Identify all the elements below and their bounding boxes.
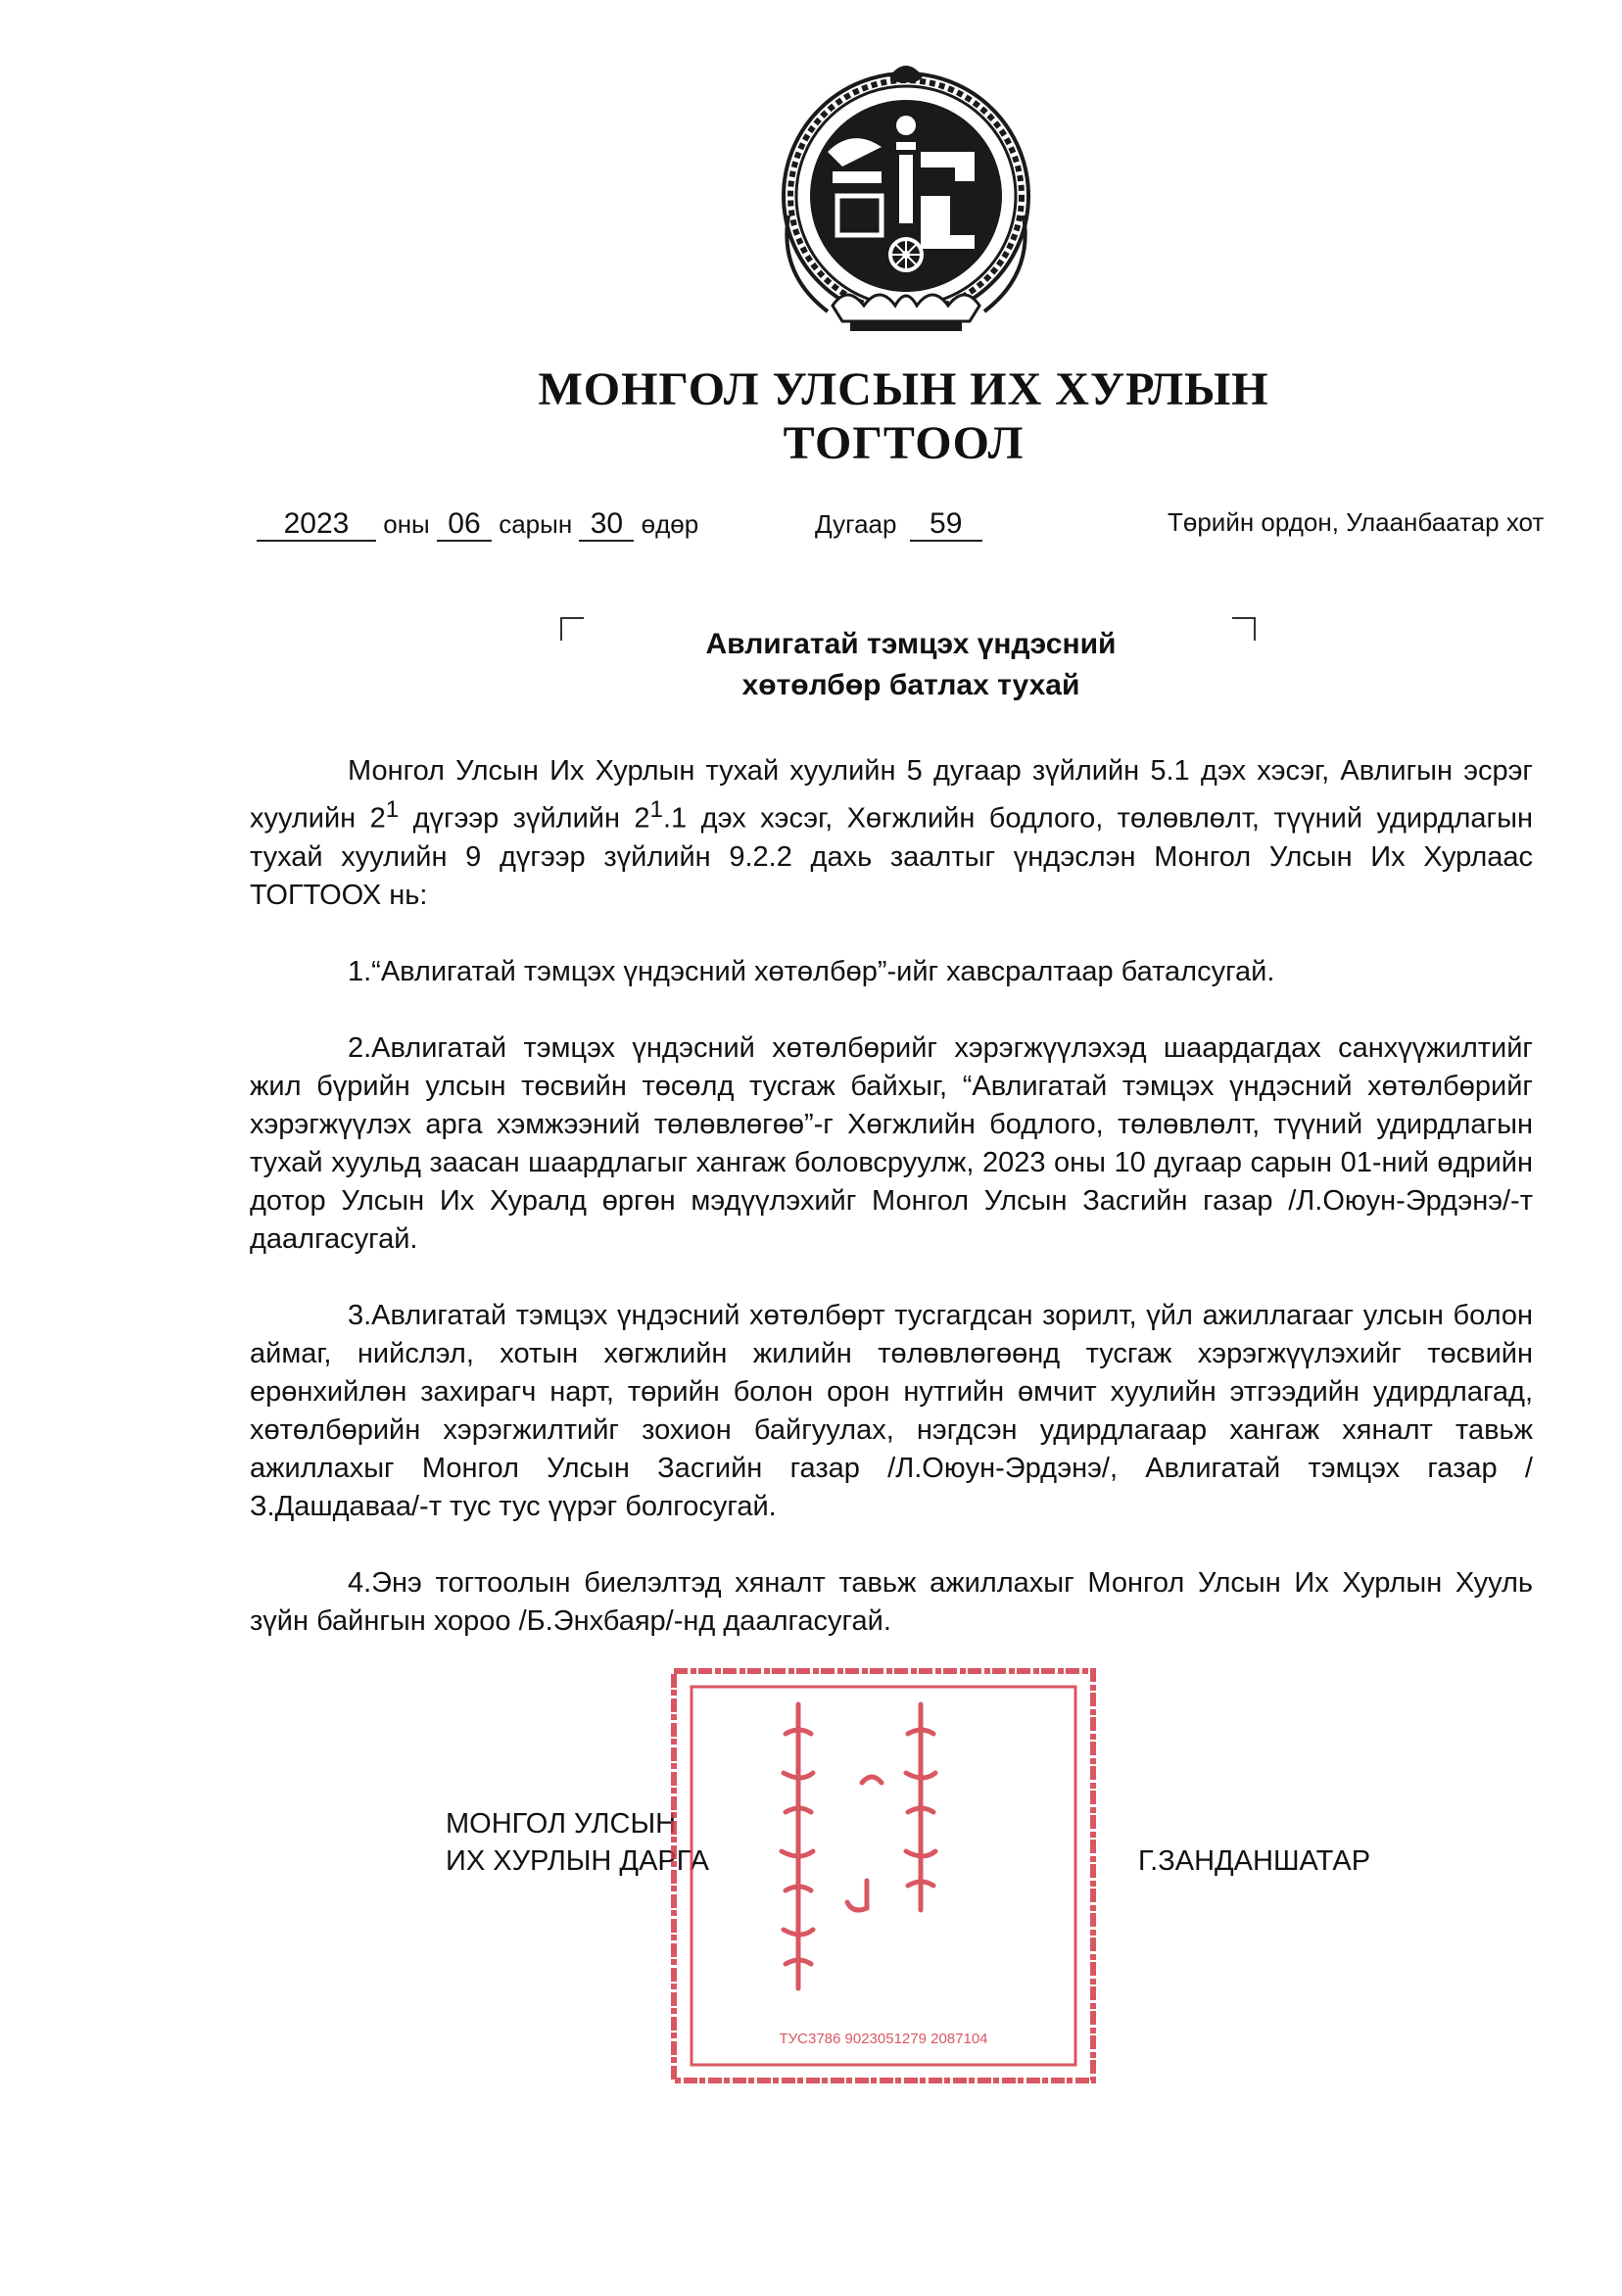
position-line1: МОНГОЛ УЛСЫН	[446, 1808, 677, 1840]
resolution-title-line2: ТОГТООЛ	[783, 417, 1025, 469]
stamp-serial: ТУС3786 9023051279 2087104	[779, 2031, 988, 2047]
resolution-number	[815, 507, 982, 542]
number-label: Дугаар	[815, 509, 897, 539]
preamble-text-b: дүгээр зүйлийн 2	[399, 802, 650, 835]
position-line2: ИХ ХУРЛЫН ДАРГА	[446, 1845, 709, 1877]
official-seal-stamp	[666, 1665, 1102, 2086]
preamble-text-a: Монгол Улсын Их Хурлын тухай хуулийн 5 дугаар зүйлийн 5.1 дэх хэсэг, Авлигын эсрэг хуулийн 2	[250, 755, 1533, 835]
subject-line1: Авлигатай тэмцэх үндэсний	[705, 628, 1117, 660]
clause-3: 3.Авлигатай тэмцэх үндэсний хөтөлбөрт тусгагдсан зорилт, үйл ажиллагааг улсын болон аймаг, нийслэл, хотын хөгжлийн жилийн төлөвлөгөөнд тусгаж хэрэгжүүлэхийг төсвийн ерөнхийлөн захирагч нарт, төрийн болон орон нутгийн өмчит хуулийн этгээдийн удирдлагад, хөтөлбөрийн хэрэгжилтийг зохион байгуулах, нэгдсэн удирдлагаар хангаж хяналт тавьж ажиллахыг Монгол Улсын Засгийн газар /Л.Оюун-Эрдэнэ/, Авлигатай тэмцэх газар /З.Дашдаваа/-т тус тус үүрэг болгосугай.	[250, 1299, 1533, 1522]
resolution-body	[250, 752, 1533, 1679]
subject-bracket-left	[560, 617, 584, 641]
resolution-title-line1: МОНГОЛ УЛСЫН ИХ ХУРЛЫН	[538, 363, 1269, 415]
preamble-text-c: .1 дэх хэсэг, Хөгжлийн бодлого, төлөвлөлт, түүний удирдлагын тухай хуулийн 9 дүгээр зүйлийн 9.2.2 дахь заалтыг үндэслэн Монгол Улсын Их Хурлаас ТОГТООХ нь:	[250, 802, 1533, 911]
date-day-suffix: өдөр	[641, 509, 699, 539]
date-year: 2023	[257, 507, 376, 542]
preamble-paragraph	[250, 752, 1533, 915]
subject-line2: хөтөлбөр батлах тухай	[741, 669, 1080, 701]
number-value: 59	[910, 507, 982, 542]
resolution-place: Төрийн ордон, Улаанбаатар хот	[1168, 507, 1545, 537]
state-emblem-icon	[774, 49, 1038, 372]
subject-bracket-right	[1232, 617, 1256, 641]
clause-4: 4.Энэ тогтоолын биелэлтэд хяналт тавьж ажиллахыг Монгол Улсын Их Хурлын Хууль зүйн байнгын хороо /Б.Энхбаяр/-нд даалгасугай.	[250, 1566, 1533, 1637]
clause-1: 1.“Авлигатай тэмцэх үндэсний хөтөлбөр”-ийг хавсралтаар баталсугай.	[348, 955, 1275, 987]
signatory-name: Г.ЗАНДАНШАТАР	[1138, 1845, 1371, 1877]
date-year-suffix: оны	[383, 509, 430, 539]
date-day: 30	[579, 507, 634, 542]
date-month-suffix: сарын	[499, 509, 573, 539]
clause-2: 2.Авлигатай тэмцэх үндэсний хөтөлбөрийг хэрэгжүүлэхэд шаардагдах санхүүжилтийг жил бүрийн улсын төсвийн төсөлд тусгаж байхыг, “Авлигатай тэмцэх үндэсний хөтөлбөрийг хэрэгжүүлэх арга хэмжээний төлөвлөгөө”-г Хөгжлийн бодлого, төлөвлөлт, түүний удирдлагын тухай хуульд заасан шаардлагыг хангаж боловсруулж, 2023 оны 10 дугаар сарын 01-ний өдрийн дотор Улсын Их Хуралд өргөн мэдүүлэхийг Монгол Улсын Засгийн газар /Л.Оюун-Эрдэнэ/-т даалгасугай.	[250, 1031, 1533, 1255]
preamble-superscript-1: 1	[385, 796, 400, 823]
date-month: 06	[437, 507, 492, 542]
preamble-superscript-2: 1	[649, 796, 663, 823]
resolution-date	[257, 507, 698, 542]
resolution-subject	[588, 624, 1234, 706]
